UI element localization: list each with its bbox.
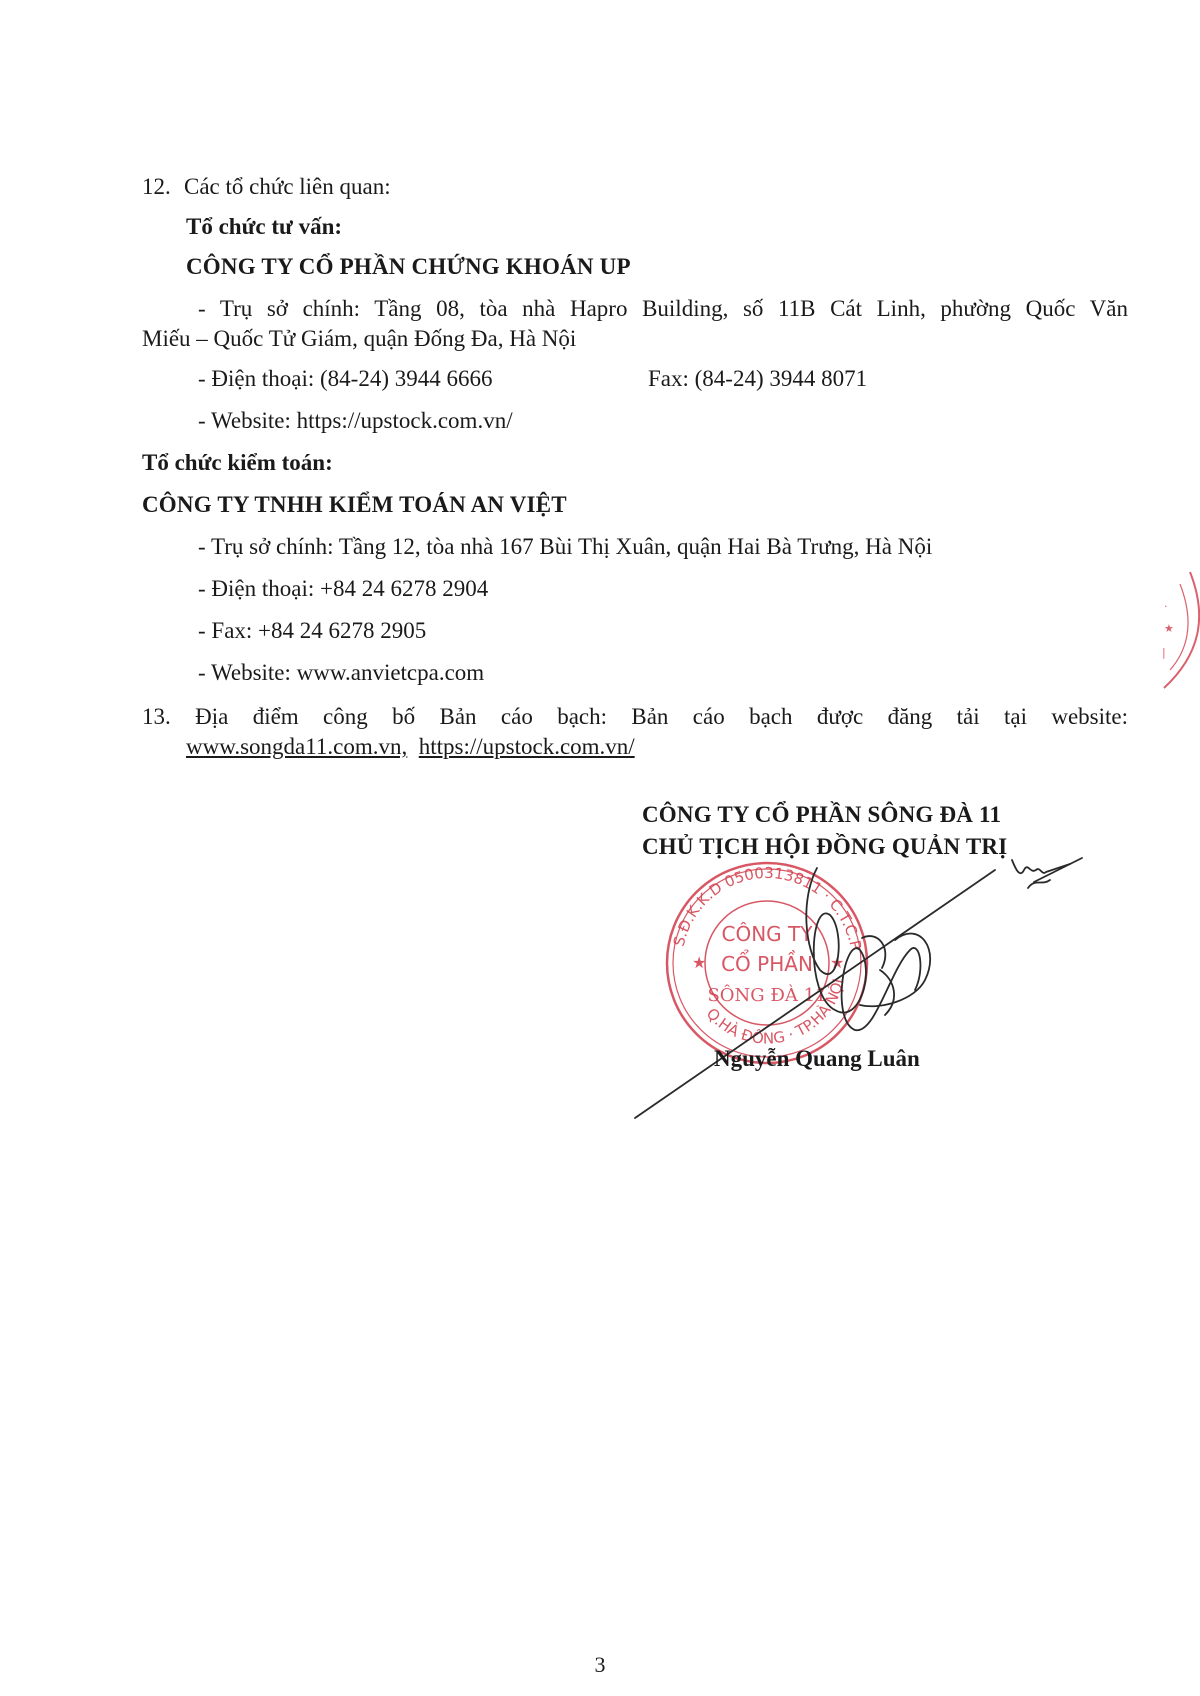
page-number: 3: [594, 1652, 606, 1677]
edge-seal-mark-1: ·: [1164, 600, 1168, 613]
consultant-phone: - Điện thoại: (84-24) 3944 6666: [198, 366, 493, 391]
consultant-address-line1: - Trụ sở chính: Tầng 08, tòa nhà Hapro Building, số 11B Cát Linh, phường Quốc Văn: [198, 296, 1128, 321]
seal-star-left: ★: [692, 953, 707, 972]
auditor-fax: - Fax: +84 24 6278 2905: [198, 618, 427, 643]
consultant-website: - Website: https://upstock.com.vn/: [198, 408, 513, 433]
signature-company: CÔNG TY CỔ PHẦN SÔNG ĐÀ 11: [642, 802, 1002, 827]
consultant-fax: Fax: (84-24) 3944 8071: [648, 366, 868, 391]
edge-seal-star: ★: [1164, 622, 1174, 635]
edge-seal-fragment: [1150, 570, 1200, 690]
consultant-label: Tổ chức tư vấn:: [186, 214, 343, 239]
section-13-body: Địa điểm công bố Bản cáo bạch: Bản cáo bạch được đăng tải tại website:: [195, 704, 1129, 729]
section-13-links: [186, 732, 635, 762]
seal-outer-text: S.Đ.K.K.D 0500313811 · C.T.C.P: [669, 863, 865, 952]
seal-line-3: SÔNG ĐÀ 11: [707, 985, 827, 1006]
seal-star-right: ★: [830, 953, 845, 972]
section-12-title: Các tổ chức liên quan:: [184, 174, 391, 199]
handwritten-signature: [630, 820, 1110, 1130]
section-12-heading: [142, 172, 391, 202]
signatory-name: Nguyễn Quang Luân: [714, 1046, 920, 1071]
section-13-number: 13.: [142, 704, 171, 729]
seal-line-1: CÔNG TY: [721, 922, 813, 946]
upstock-link[interactable]: https://upstock.com.vn/: [418, 734, 635, 759]
auditor-address: - Trụ sở chính: Tầng 12, tòa nhà 167 Bùi Thị Xuân, quận Hai Bà Trưng, Hà Nội: [198, 534, 933, 559]
seal-line-2: CỔ PHẦN: [721, 952, 813, 976]
auditor-label: Tổ chức kiểm toán:: [142, 450, 333, 475]
signature-title: CHỦ TỊCH HỘI ĐỒNG QUẢN TRỊ: [642, 834, 1008, 859]
section-13-text: [142, 702, 1128, 732]
edge-seal-mark-2: |: [1162, 646, 1166, 659]
seal-bottom-text: Q.HÀ ĐÔNG · TP.HÀ NỘI: [702, 977, 848, 1048]
consultant-address-line2: Miếu – Quốc Tử Giám, quận Đống Đa, Hà Nội: [142, 326, 577, 351]
section-12-number: 12.: [142, 174, 171, 199]
auditor-phone: - Điện thoại: +84 24 6278 2904: [198, 576, 489, 601]
consultant-company: CÔNG TY CỔ PHẦN CHỨNG KHOÁN UP: [186, 254, 631, 279]
auditor-website: - Website: www.anvietcpa.com: [198, 660, 485, 685]
auditor-company: CÔNG TY TNHH KIỂM TOÁN AN VIỆT: [142, 492, 567, 517]
songda11-link[interactable]: www.songda11.com.vn,: [186, 734, 408, 759]
